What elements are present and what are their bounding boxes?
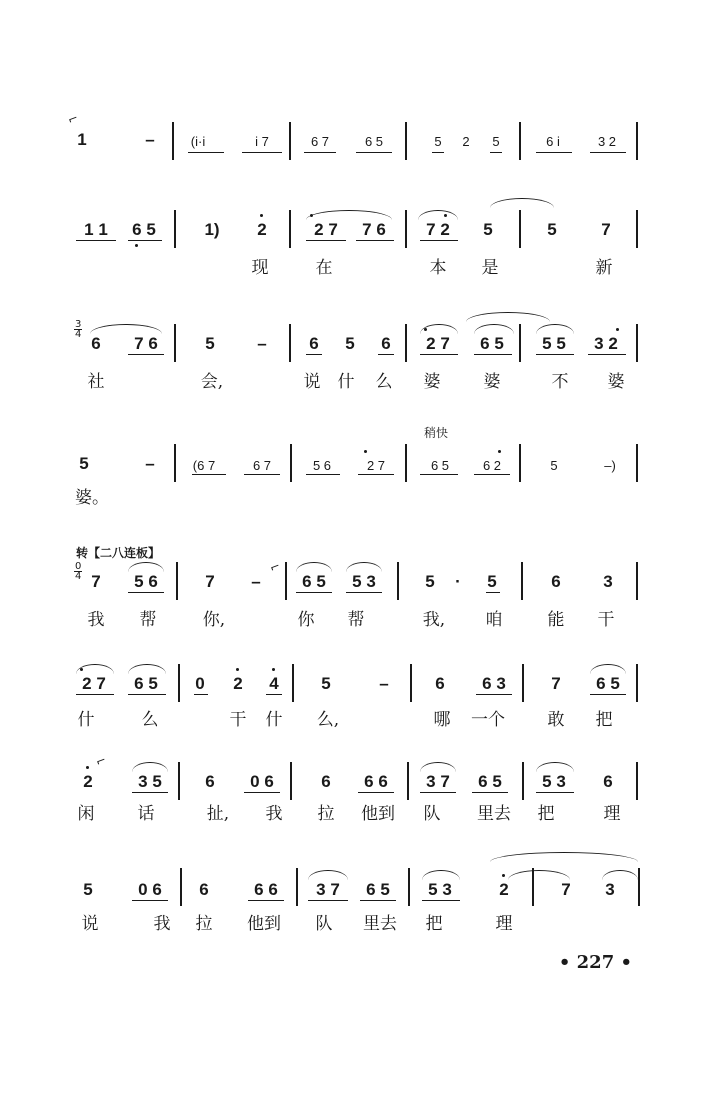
lyric: 干	[597, 610, 615, 630]
lyric: 里去	[363, 914, 397, 934]
beam	[360, 900, 396, 901]
breath-mark-icon: ⌐	[267, 558, 283, 576]
slur	[536, 324, 574, 334]
lyric: 敢	[547, 710, 565, 730]
note: 6 i	[546, 134, 560, 149]
lyric: 我	[87, 610, 105, 630]
beam	[132, 900, 168, 901]
lyric: 在	[315, 258, 333, 278]
note: 6	[603, 772, 613, 791]
lyric: 里去	[477, 804, 511, 824]
barline	[178, 664, 180, 702]
beam	[76, 240, 116, 241]
barline	[178, 762, 180, 800]
lyric: 会,	[200, 372, 224, 392]
beam	[490, 152, 502, 153]
lyric: 是	[481, 258, 499, 278]
note: 6 5	[366, 880, 390, 899]
note: 2	[462, 134, 470, 149]
note: 7	[91, 572, 101, 591]
beam	[306, 354, 322, 355]
note: 2	[83, 772, 93, 791]
note: 2 7	[82, 674, 106, 693]
note: 5 3	[428, 880, 452, 899]
lyric: 新	[595, 258, 613, 278]
barline	[519, 444, 521, 482]
lyric: 社	[87, 372, 105, 392]
note: 3 7	[426, 772, 450, 791]
beam	[476, 694, 512, 695]
beam	[590, 152, 626, 153]
lyric: 他到	[361, 804, 395, 824]
slur	[132, 762, 168, 772]
slur	[306, 210, 392, 220]
beam	[432, 152, 444, 153]
note: 3 5	[138, 772, 162, 791]
octave-dot	[424, 328, 427, 331]
beam	[266, 694, 282, 695]
slur	[422, 870, 460, 880]
barline	[289, 210, 291, 248]
beam	[590, 694, 626, 695]
beam	[486, 592, 500, 593]
lyric: 婆	[423, 372, 441, 392]
slur	[296, 562, 332, 572]
octave-dot	[272, 668, 275, 671]
beam	[192, 474, 226, 475]
slur	[128, 562, 164, 572]
note: 6 5	[480, 334, 504, 353]
note: 5 3	[352, 572, 376, 591]
note: 7	[601, 220, 611, 239]
slur	[346, 562, 382, 572]
slur	[536, 762, 574, 772]
barline	[180, 868, 182, 906]
page-number: • 227 •	[558, 952, 632, 973]
barline	[532, 868, 534, 906]
barline	[292, 664, 294, 702]
barline	[521, 562, 523, 600]
barline	[519, 122, 521, 160]
lyric: 什	[77, 710, 95, 730]
beam	[536, 354, 574, 355]
note: ·	[455, 572, 461, 591]
lyric: 现	[251, 258, 269, 278]
octave-dot	[260, 214, 263, 217]
note: 6	[205, 772, 215, 791]
beam	[244, 474, 280, 475]
barline	[290, 444, 292, 482]
note: 6 7	[310, 134, 330, 149]
beam	[356, 240, 394, 241]
beam	[242, 152, 282, 153]
note: 6	[551, 572, 561, 591]
barline	[296, 868, 298, 906]
barline	[172, 122, 174, 160]
note: –	[379, 674, 389, 693]
slur	[490, 852, 638, 862]
lyric: 话	[137, 804, 155, 824]
barline	[408, 868, 410, 906]
note: 6	[321, 772, 331, 791]
note: 7 2	[426, 220, 450, 239]
note: 6 3	[482, 674, 506, 693]
beam	[128, 592, 164, 593]
breath-mark-icon: ⌐	[65, 110, 81, 128]
note: 6	[381, 334, 391, 353]
note: 2	[257, 220, 267, 239]
slur	[602, 870, 638, 880]
barline	[174, 324, 176, 362]
barline	[176, 562, 178, 600]
beam	[474, 474, 510, 475]
barline	[405, 210, 407, 248]
lyric: 帮	[347, 610, 365, 630]
note: 5	[483, 220, 493, 239]
note: 0	[195, 674, 205, 693]
section-label: 转【二八连板】	[76, 546, 161, 560]
barline	[636, 324, 638, 362]
beam	[420, 240, 458, 241]
lyric: 把	[595, 710, 613, 730]
barline	[174, 210, 176, 248]
note: (i·i	[190, 134, 206, 149]
note: 2	[233, 674, 243, 693]
octave-dot	[502, 874, 505, 877]
note: 6 5	[430, 458, 450, 473]
slur	[128, 664, 166, 674]
barline	[405, 444, 407, 482]
barline	[290, 762, 292, 800]
note: 7 6	[362, 220, 386, 239]
barline	[285, 562, 287, 600]
note: 7	[205, 572, 215, 591]
barline	[636, 664, 638, 702]
note: –)	[604, 458, 616, 473]
note: 3	[603, 572, 613, 591]
lyric: 把	[537, 804, 555, 824]
note: 5 3	[542, 772, 566, 791]
beam	[536, 152, 572, 153]
beam	[474, 354, 512, 355]
beam	[194, 694, 208, 695]
barline	[407, 762, 409, 800]
note: i 7	[255, 134, 269, 149]
beam	[358, 474, 394, 475]
beam	[420, 354, 458, 355]
barline	[519, 210, 521, 248]
lyric: 咱	[485, 610, 503, 630]
beam	[244, 792, 280, 793]
meter: 3 4	[75, 319, 82, 340]
lyric: 闲	[77, 804, 95, 824]
beam	[132, 792, 168, 793]
note: 6 2	[482, 458, 502, 473]
beam	[420, 792, 456, 793]
note: 6 5	[478, 772, 502, 791]
lyric: 哪	[433, 710, 451, 730]
barline	[289, 324, 291, 362]
lyric: 我,	[422, 610, 446, 630]
barline	[405, 324, 407, 362]
barline	[636, 762, 638, 800]
note: 5	[321, 674, 331, 693]
octave-dot	[444, 214, 447, 217]
barline	[410, 664, 412, 702]
lyric: 不	[551, 372, 569, 392]
note: –	[251, 572, 261, 591]
barline	[636, 562, 638, 600]
slur	[466, 312, 550, 322]
barline	[636, 444, 638, 482]
beam	[420, 474, 458, 475]
note: 5	[83, 880, 93, 899]
lyric: 一个	[471, 710, 505, 730]
octave-dot	[498, 450, 501, 453]
octave-dot	[135, 244, 138, 247]
lyric: 么,	[316, 710, 340, 730]
barline	[289, 122, 291, 160]
beam	[472, 792, 508, 793]
beam	[304, 152, 336, 153]
tempo-marking: 稍快	[424, 426, 449, 440]
lyric: 本	[429, 258, 447, 278]
lyric: 队	[423, 804, 441, 824]
note: 5	[434, 134, 442, 149]
note: 7	[561, 880, 571, 899]
note: 5	[79, 454, 89, 473]
barline	[397, 562, 399, 600]
note: 1)	[204, 220, 220, 239]
barline	[638, 868, 640, 906]
note: 5 6	[312, 458, 332, 473]
note: 6 6	[254, 880, 278, 899]
lyric: 你	[297, 610, 315, 630]
note: 6	[199, 880, 209, 899]
barline	[174, 444, 176, 482]
meter: 0 4	[75, 561, 82, 582]
lyric: 队	[315, 914, 333, 934]
lyric: 把	[425, 914, 443, 934]
note: 4	[269, 674, 279, 693]
note: –	[145, 130, 155, 149]
note: 3 2	[594, 334, 618, 353]
note: 6 5	[364, 134, 384, 149]
beam	[128, 240, 162, 241]
note: 7 6	[134, 334, 158, 353]
lyric: 说	[303, 372, 321, 392]
lyric: 理	[603, 804, 621, 824]
note: –	[257, 334, 267, 353]
note: 5 6	[134, 572, 158, 591]
beam	[356, 152, 392, 153]
lyric: 拉	[195, 914, 213, 934]
beam	[188, 152, 224, 153]
lyric: 我	[265, 804, 283, 824]
beam	[76, 694, 114, 695]
note: 6 5	[134, 674, 158, 693]
slur	[490, 198, 554, 208]
beam	[588, 354, 626, 355]
note: 6 7	[252, 458, 272, 473]
lyric: 婆	[607, 372, 625, 392]
lyric: 么	[141, 710, 159, 730]
beam	[358, 792, 394, 793]
note: 6 5	[302, 572, 326, 591]
lyric: 说	[81, 914, 99, 934]
note: 3 2	[597, 134, 617, 149]
note: 6	[91, 334, 101, 353]
barline	[519, 324, 521, 362]
beam	[128, 694, 166, 695]
slur	[90, 324, 162, 334]
beam	[296, 592, 332, 593]
beam	[248, 900, 284, 901]
beam	[346, 592, 382, 593]
note: 0 6	[138, 880, 162, 899]
note: 3	[605, 880, 615, 899]
note: 6	[309, 334, 319, 353]
slur	[590, 664, 626, 674]
lyric: 能	[547, 610, 565, 630]
barline	[522, 664, 524, 702]
octave-dot	[364, 450, 367, 453]
lyric: 拉	[317, 804, 335, 824]
beam	[128, 354, 164, 355]
note: 6 5	[132, 220, 156, 239]
beam	[422, 900, 460, 901]
beam	[306, 240, 346, 241]
barline	[405, 122, 407, 160]
lyric: 什	[265, 710, 283, 730]
slur	[308, 870, 348, 880]
note: –	[145, 454, 155, 473]
slur	[420, 762, 456, 772]
lyric: 干	[229, 710, 247, 730]
lyric: 扯,	[206, 804, 230, 824]
beam	[536, 792, 574, 793]
lyric: 他到	[247, 914, 281, 934]
lyric: 你,	[202, 610, 226, 630]
octave-dot	[310, 214, 313, 217]
breath-mark-icon: ⌐	[93, 752, 109, 770]
note: 3 7	[316, 880, 340, 899]
note: 1	[77, 130, 87, 149]
note: 5	[345, 334, 355, 353]
lyric: 么	[375, 372, 393, 392]
slur	[474, 324, 514, 334]
note: 2 7	[366, 458, 386, 473]
octave-dot	[80, 668, 83, 671]
note: 6 5	[596, 674, 620, 693]
note: 5	[547, 220, 557, 239]
lyric: 什	[337, 372, 355, 392]
lyric: 婆。	[75, 488, 109, 508]
beam	[306, 474, 340, 475]
beam	[378, 354, 394, 355]
note: 5	[425, 572, 435, 591]
note: 0 6	[250, 772, 274, 791]
note: 5	[487, 572, 497, 591]
octave-dot	[616, 328, 619, 331]
note: 5	[205, 334, 215, 353]
octave-dot	[236, 668, 239, 671]
note: 2	[499, 880, 509, 899]
note: 1 1	[84, 220, 108, 239]
note: 5	[550, 458, 558, 473]
note: 2 7	[314, 220, 338, 239]
lyric: 理	[495, 914, 513, 934]
barline	[636, 122, 638, 160]
lyric: 帮	[139, 610, 157, 630]
note: 7	[551, 674, 561, 693]
note: 5	[492, 134, 500, 149]
note: 2 7	[426, 334, 450, 353]
slur	[508, 870, 570, 880]
beam	[308, 900, 348, 901]
lyric: 我	[153, 914, 171, 934]
barline	[636, 210, 638, 248]
note: 6 6	[364, 772, 388, 791]
lyric: 婆	[483, 372, 501, 392]
note: 5 5	[542, 334, 566, 353]
note: (6 7	[192, 458, 216, 473]
slur	[418, 210, 458, 220]
octave-dot	[86, 766, 89, 769]
barline	[522, 762, 524, 800]
note: 6	[435, 674, 445, 693]
